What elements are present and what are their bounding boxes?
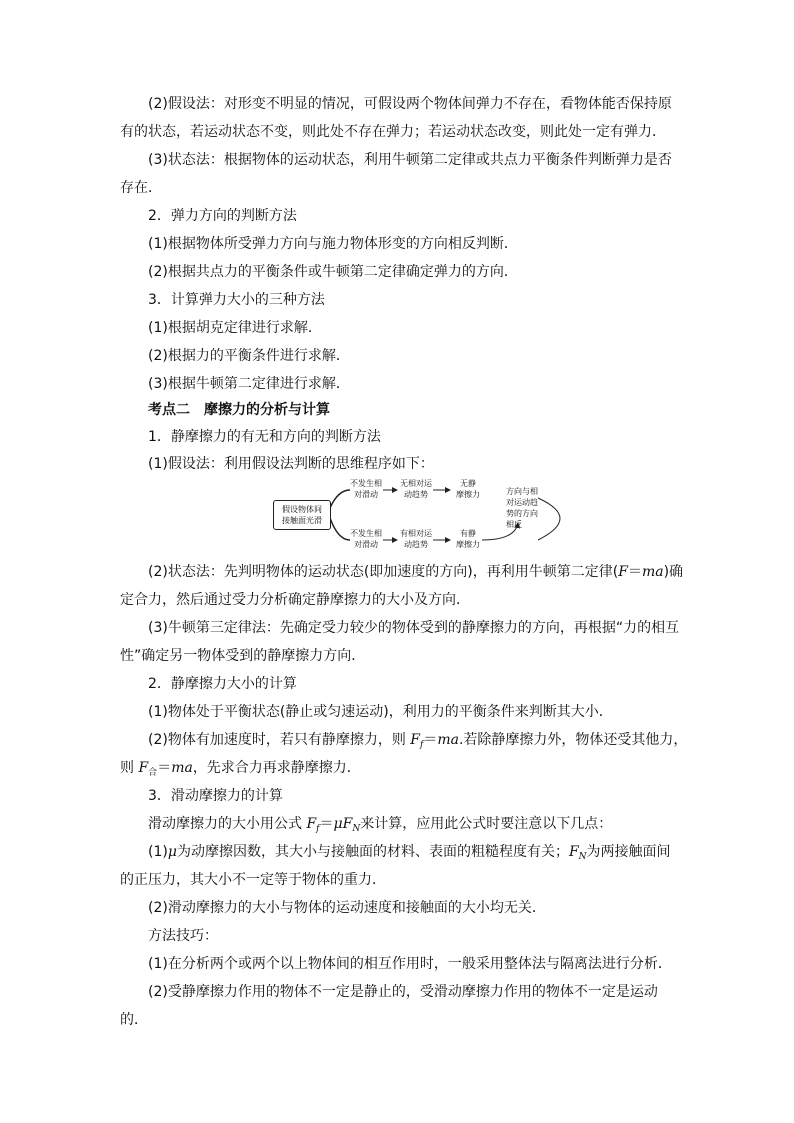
para-line: (2)根据共点力的平衡条件或牛顿第二定律确定弹力的方向． (148, 264, 518, 280)
para-line: 滑动摩擦力的大小用公式 $F_f=\mu F_N$来计算，应用此公式时要注意以下几点： (148, 816, 613, 834)
flow-node: 有相对运 动趋势 (400, 529, 432, 549)
para-line: 的正压力，其大小不一定等于物体的重力． (120, 872, 386, 888)
para-line: (1)根据物体所受弹力方向与施力物体形变的方向相反判断． (148, 236, 518, 252)
para-line: (2)根据力的平衡条件进行求解． (148, 348, 350, 364)
section-heading: 2．弹力方向的判断方法 (148, 208, 297, 224)
para-line: (2)滑动摩擦力的大小与物体的运动速度和接触面的大小均无关． (148, 900, 546, 916)
section-heading: 3．滑动摩擦力的计算 (148, 788, 283, 804)
hypothesis-box: 假设物体间 接触面光滑 (273, 500, 331, 530)
section-heading: 1．静摩擦力的有无和方向的判断方法 (148, 429, 381, 445)
flow-node: 不发生相 对滑动 (350, 529, 382, 549)
branch-curve-top (330, 490, 350, 508)
para-line: (3)根据牛顿第二定律进行求解． (148, 376, 350, 392)
para-line: (2)假设法：对形变不明显的情况，可假设两个物体间弹力不存在，看物体能否保持原 (148, 96, 672, 112)
para-line: 有的状态，若运动状态不变，则此处不存在弹力；若运动状态改变，则此处一定有弹力． (120, 124, 666, 140)
topic-heading: 考点二 摩擦力的分析与计算 (148, 402, 330, 418)
para-line: (1)假设法：利用假设法判断的思维程序如下： (148, 456, 434, 472)
flow-result: 方向与相 对运动趋 势的方向 相反 (506, 487, 538, 529)
para-line: 则 $F_合=ma$，先求合力再求静摩擦力． (120, 760, 361, 778)
para-line: (2)状态法：先判明物体的运动状态(即加速度的方向)，再利用牛顿第二定律(F＝ma)确 (148, 564, 684, 580)
flow-node: 不发生相 对滑动 (350, 479, 382, 499)
para-line: (2)物体有加速度时，若只有静摩擦力，则 $F_f=ma$.若除静摩擦力外，物体还受其他力， (148, 732, 688, 750)
para-line: 的． (120, 1012, 148, 1028)
branch-curve-bottom (330, 518, 350, 540)
para-line: (1)在分析两个或两个以上物体间的相互作用时，一般采用整体法与隔离法进行分析． (148, 956, 672, 972)
flow-node: 有静 摩擦力 (456, 529, 480, 549)
para-line: 定合力，然后通过受力分析确定静摩擦力的大小及方向． (120, 592, 470, 608)
para-line: (1)根据胡克定律进行求解． (148, 320, 322, 336)
section-heading: 2．静摩擦力大小的计算 (148, 676, 297, 692)
para-line: (3)状态法：根据物体的运动状态，利用牛顿第二定律或共点力平衡条件判断弹力是否 (148, 152, 672, 168)
para-line: (2)受静摩擦力作用的物体不一定是静止的，受滑动摩擦力作用的物体不一定是运动 (148, 984, 658, 1000)
para-line: (1)μ为动摩擦因数，其大小与接触面的材料、表面的粗糙程度有关；$F_N$为两接触面间 (148, 844, 671, 862)
flow-node: 无相对运 动趋势 (400, 479, 432, 499)
flow-node: 无静 摩擦力 (456, 479, 480, 499)
para-line: (1)物体处于平衡状态(静止或匀速运动)，利用力的平衡条件来判断其大小． (148, 704, 613, 720)
para-line: 存在． (120, 180, 162, 196)
para-line: (3)牛顿第三定律法：先确定受力较少的物体受到的静摩擦力的方向，再根据“力的相互 (148, 620, 680, 636)
flowchart (270, 478, 590, 553)
para-line: 性”确定另一物体受到的静摩擦力方向． (120, 648, 366, 664)
method-heading: 方法技巧： (148, 928, 218, 944)
section-heading: 3．计算弹力大小的三种方法 (148, 292, 325, 308)
